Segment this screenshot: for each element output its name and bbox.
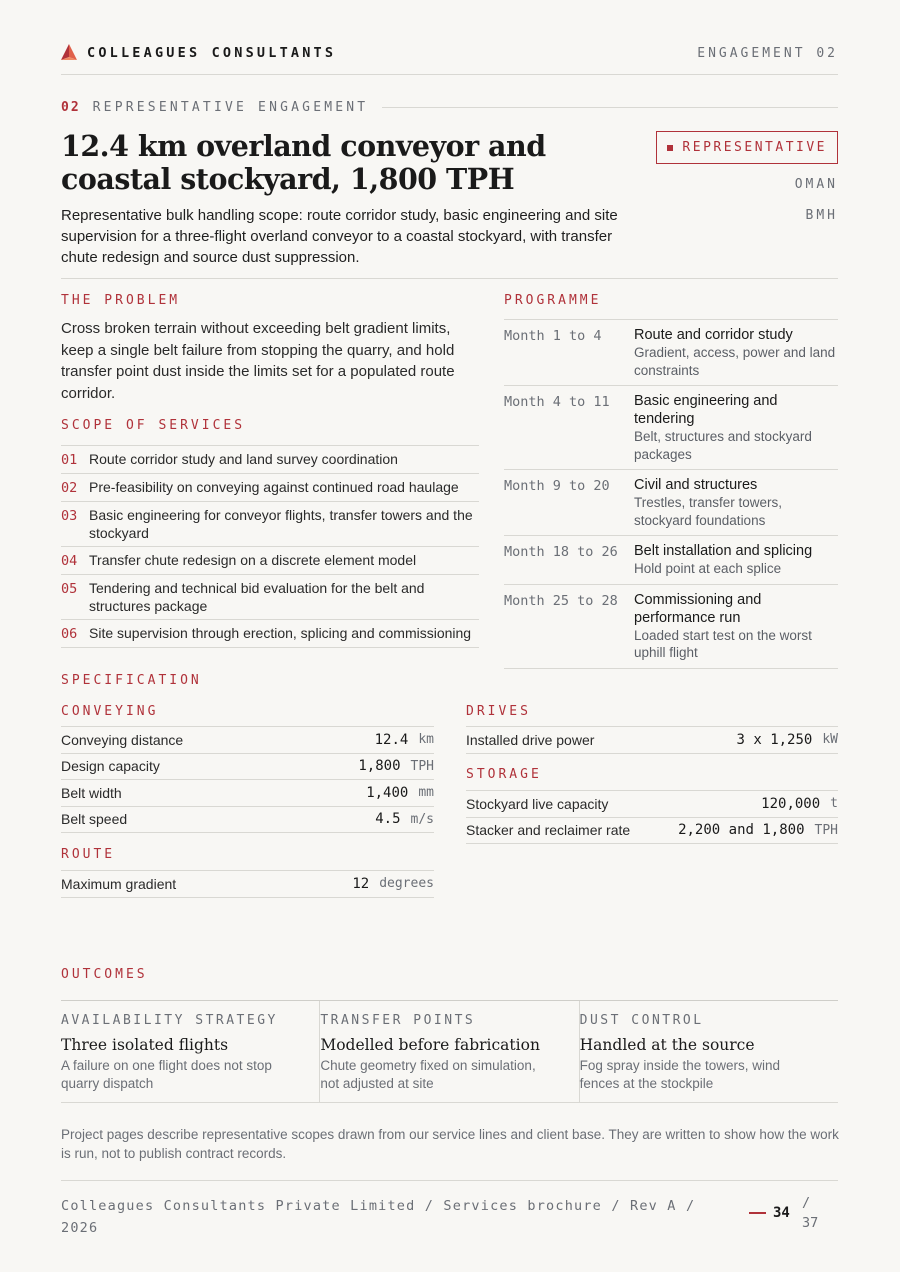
programme-row	[504, 585, 838, 669]
programme-desc: Loaded start test on the worst uphill flight	[634, 627, 812, 660]
conveying-heading: CONVEYING	[61, 704, 159, 719]
footer-divider	[61, 1180, 838, 1181]
programme-desc: Belt, structures and stockyard packages	[634, 429, 812, 462]
spec-value: 12.4	[374, 731, 409, 748]
outcome-desc: A failure on one flight does not stop quarry dispatch	[61, 1058, 272, 1091]
spec-label: Belt width	[61, 784, 122, 801]
spec-label: Belt speed	[61, 811, 128, 828]
scope-item-number: 05	[61, 581, 78, 597]
status-badge	[656, 131, 838, 164]
list-item	[61, 575, 479, 620]
scope-item-number: 06	[61, 626, 78, 642]
spec-label: Design capacity	[61, 758, 160, 775]
spec-value: 2,200 and 1,800	[678, 822, 805, 839]
spec-row	[466, 791, 838, 818]
programme-desc: Hold point at each splice	[634, 561, 782, 576]
spec-row	[61, 780, 434, 807]
route-heading: ROUTE	[61, 847, 116, 862]
route-table	[61, 870, 434, 898]
footer-text: Colleagues Consultants Private Limited / Services brochure / Rev A / 2026	[61, 1198, 696, 1236]
spec-row	[61, 807, 434, 834]
outcome-kicker: TRANSFER POINTS	[320, 1013, 476, 1028]
spec-value: 1,800	[358, 758, 401, 775]
spec-label: Conveying distance	[61, 731, 184, 748]
storage-heading: STORAGE	[466, 767, 542, 782]
list-item	[61, 474, 479, 502]
spec-label: Stacker and reclaimer rate	[466, 822, 631, 839]
drives-heading: DRIVES	[466, 704, 531, 719]
list-item	[61, 446, 479, 474]
programme-list	[504, 319, 838, 669]
scope-heading: SCOPE OF SERVICES	[61, 418, 246, 433]
scope-list	[61, 445, 479, 648]
outcome-kicker: AVAILABILITY STRATEGY	[61, 1013, 278, 1028]
programme-title: Civil and structures	[634, 477, 758, 493]
spec-value: 4.5	[375, 811, 401, 828]
outcomes-grid	[61, 1000, 838, 1103]
programme-row	[504, 320, 838, 386]
scope-item-text: Site supervision through erection, splicing and commissioning	[89, 625, 472, 641]
spec-unit: m/s	[410, 811, 434, 827]
scope-item-text: Route corridor study and land survey coordination	[89, 451, 398, 467]
spec-value: 1,400	[366, 784, 409, 801]
spec-unit: degrees	[379, 876, 434, 892]
section-heading	[61, 100, 838, 115]
spec-unit: TPH	[814, 822, 838, 838]
programme-period: Month 18 to 26	[504, 544, 618, 560]
spec-row	[466, 727, 838, 754]
outcomes-heading: OUTCOMES	[61, 967, 148, 982]
section-number: 02	[61, 100, 81, 115]
section-rule	[382, 107, 838, 108]
lead-paragraph: Representative bulk handling scope: route corridor study, basic engineering and site supervision for a three-flight overland conveyor to a coastal stockyard, with transfer chute redesign and source dust suppression.	[61, 207, 618, 266]
specification-heading: SPECIFICATION	[61, 673, 202, 688]
spec-value: 120,000	[761, 795, 821, 812]
outcome-card	[319, 1001, 578, 1102]
programme-title: Route and corridor study	[634, 327, 793, 343]
spec-unit: TPH	[410, 758, 434, 774]
programme-row	[504, 536, 838, 585]
outcome-kicker: DUST CONTROL	[579, 1013, 704, 1028]
spec-value: 3 x 1,250	[736, 731, 813, 748]
outcome-card	[579, 1001, 838, 1102]
programme-title: Belt installation and splicing	[634, 543, 813, 559]
programme-desc: Trestles, transfer towers, stockyard foundations	[634, 495, 783, 528]
spec-row	[61, 871, 434, 898]
list-item	[61, 620, 479, 648]
storage-table	[466, 790, 838, 844]
page-title: 12.4 km overland conveyor and coastal stockyard, 1,800 TPH	[61, 129, 546, 196]
outcome-title: Modelled before fabrication	[320, 1036, 540, 1054]
spec-unit: mm	[418, 785, 434, 801]
programme-period: Month 25 to 28	[504, 592, 618, 609]
outcome-desc: Fog spray inside the towers, wind fences at the stockpile	[579, 1058, 781, 1091]
status-badge-label: REPRESENTATIVE	[682, 140, 827, 155]
problem-text: Cross broken terrain without exceeding belt gradient limits, keep a single belt failure from stopping the quarry, and hold transfer point dust inside the limits set for a populated route corridor.	[61, 320, 455, 402]
section-label: REPRESENTATIVE ENGAGEMENT	[92, 100, 369, 115]
outcome-card	[61, 1001, 319, 1102]
page-header	[61, 44, 838, 75]
scope-item-text: Tendering and technical bid evaluation for the belt and structures package	[89, 580, 425, 614]
spec-unit: km	[418, 732, 434, 748]
badge-dot-icon	[667, 145, 673, 151]
programme-row	[504, 386, 838, 470]
outcome-title: Three isolated flights	[61, 1036, 229, 1054]
country-label: OMAN	[794, 177, 838, 192]
scope-item-text: Basic engineering for conveyor flights, transfer towers and the stockyard	[89, 507, 473, 541]
spec-row	[61, 754, 434, 781]
drives-table	[466, 726, 838, 754]
disclaimer: Project pages describe representative scopes drawn from our service lines and client base. They are written to show how the work is run, not to publish contract records.	[61, 1127, 839, 1161]
page-total: / 37	[802, 1195, 819, 1231]
spec-unit: t	[830, 796, 838, 812]
programme-title: Basic engineering and tendering	[634, 393, 778, 427]
programme-desc: Gradient, access, power and land constraints	[634, 345, 836, 378]
scope-item-number: 02	[61, 480, 78, 496]
spec-row	[466, 818, 838, 845]
scope-item-number: 04	[61, 553, 78, 569]
scope-item-text: Pre-feasibility on conveying against continued road haulage	[89, 479, 459, 495]
divider	[61, 278, 838, 279]
spec-label: Maximum gradient	[61, 875, 177, 892]
outcome-desc: Chute geometry fixed on simulation, not adjusted at site	[320, 1058, 536, 1091]
programme-heading: PROGRAMME	[504, 293, 602, 308]
programme-row	[504, 470, 838, 536]
brand	[61, 44, 336, 62]
client-label: BMH	[805, 208, 838, 223]
list-item	[61, 502, 479, 547]
spec-row	[61, 727, 434, 754]
programme-title: Commissioning and performance run	[634, 591, 762, 626]
programme-period: Month 1 to 4	[504, 328, 602, 344]
outcome-title: Handled at the source	[579, 1036, 755, 1054]
spec-label: Installed drive power	[466, 731, 595, 748]
engagement-label: ENGAGEMENT 02	[697, 46, 838, 61]
page-marker	[749, 1212, 766, 1214]
scope-item-text: Transfer chute redesign on a discrete element model	[89, 552, 417, 568]
programme-period: Month 9 to 20	[504, 478, 610, 494]
programme-period: Month 4 to 11	[504, 394, 610, 410]
list-item	[61, 547, 479, 575]
page-number: 34	[773, 1205, 790, 1221]
problem-heading: THE PROBLEM	[61, 293, 181, 308]
scope-item-number: 03	[61, 508, 78, 524]
conveying-table	[61, 726, 434, 833]
spec-value: 12	[352, 875, 370, 892]
spec-unit: kW	[822, 732, 838, 748]
brand-name: COLLEAGUES CONSULTANTS	[87, 45, 337, 61]
spec-label: Stockyard live capacity	[466, 795, 609, 812]
brand-mark-icon	[61, 44, 77, 62]
scope-item-number: 01	[61, 452, 78, 468]
